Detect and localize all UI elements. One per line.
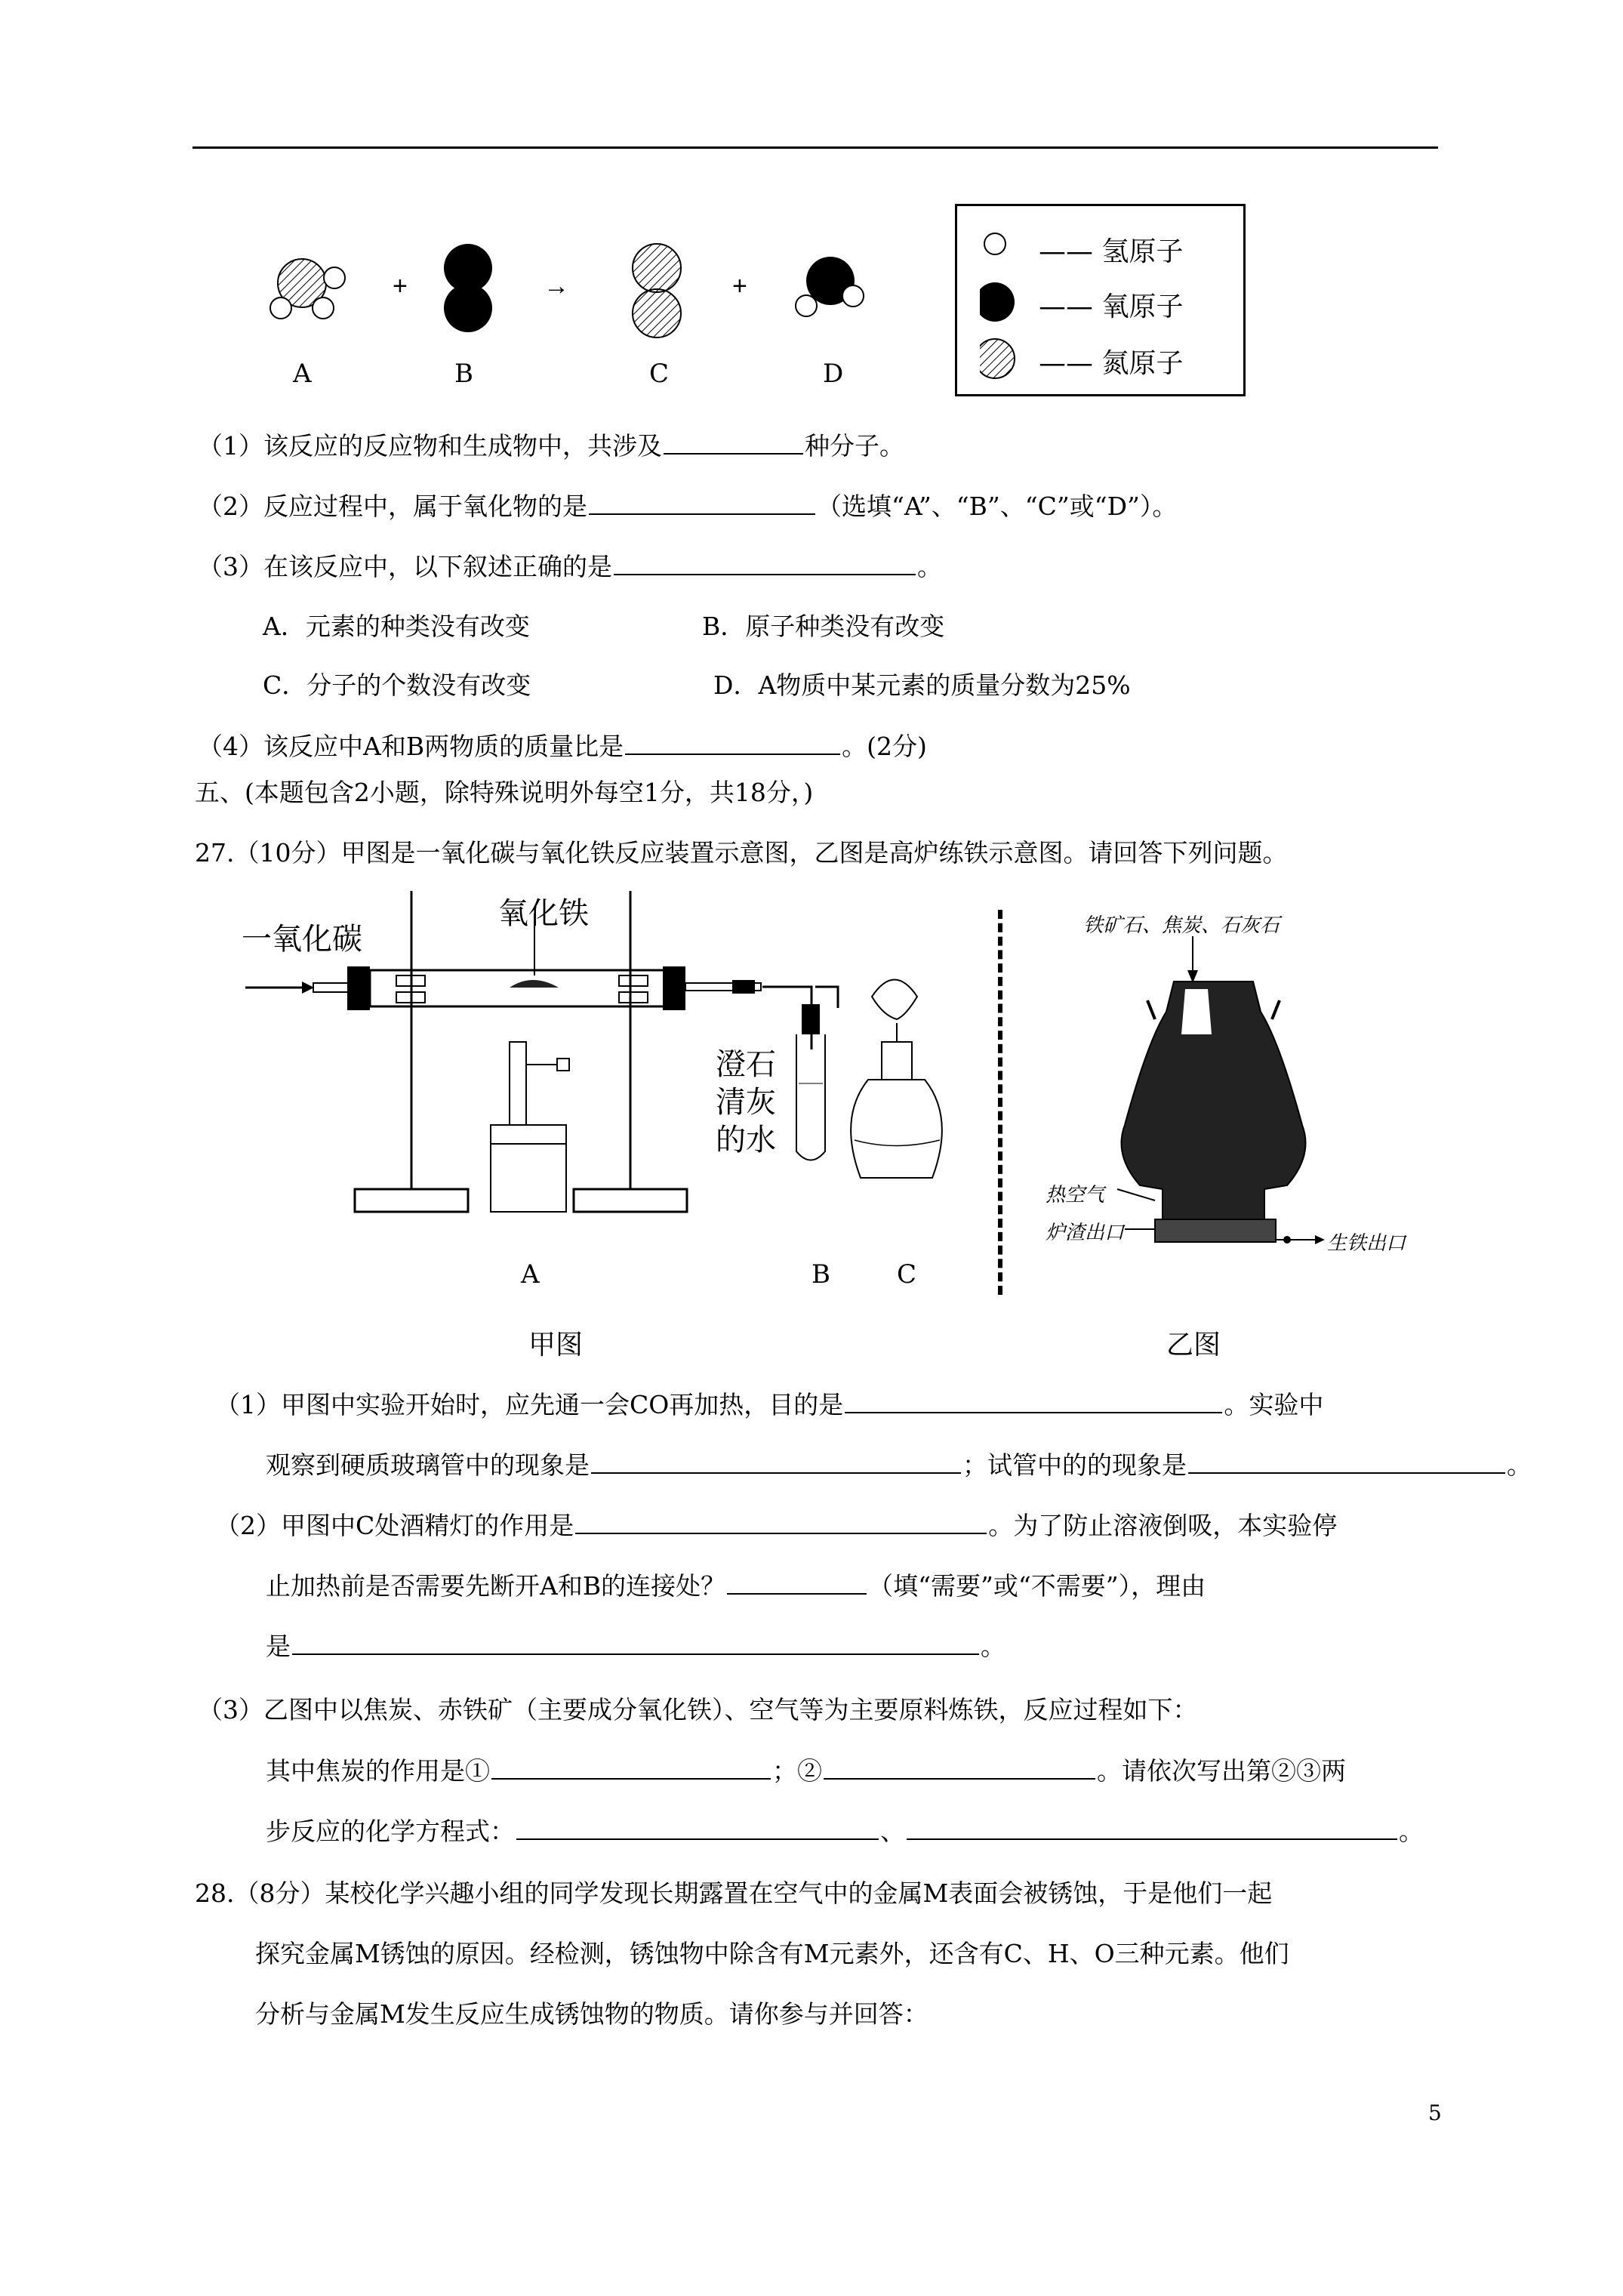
header-rule <box>192 146 1438 149</box>
q27-3c: 步反应的化学方程式： 、 。 <box>266 1817 1424 1846</box>
fe2o3-label: 氧化铁 <box>498 896 589 931</box>
molecule-label-b: B <box>454 359 473 389</box>
answer-blank[interactable] <box>625 731 840 755</box>
slag-outlet-label: 炉渣出口 <box>1046 1222 1125 1244</box>
molecule-label-d: D <box>823 359 844 389</box>
furnace-top-label: 铁矿石、焦炭、石灰石 <box>1083 914 1280 937</box>
legend-oxygen: —— 氧原子 <box>1039 291 1184 322</box>
q26-4: （4）该反应中A和B两物质的质量比是 。(2分) <box>198 732 927 761</box>
molecule-label-a: A <box>293 359 312 389</box>
q28-line3: 分析与金属M发生反应生成锈蚀物的物质。请你参与并回答： <box>255 1999 929 2029</box>
answer-blank[interactable] <box>614 551 916 575</box>
q27-1b: 观察到硬质玻璃管中的现象是 ；试管中的的现象是 。 <box>266 1450 1532 1480</box>
test-tube-b <box>796 1034 825 1160</box>
section-heading: 五、(本题包含2小题，除特殊说明外每空1分，共18分，) <box>195 778 814 807</box>
legend-nitrogen: —— 氮原子 <box>1039 348 1184 379</box>
arrow-icon: → <box>544 272 569 300</box>
page-number: 5 <box>1428 2100 1442 2125</box>
answer-blank[interactable] <box>845 1389 1222 1413</box>
co-label: 一氧化碳 <box>242 922 362 957</box>
molecule-d-icon <box>796 257 864 316</box>
limewater-label-1: 澄石 <box>716 1047 776 1082</box>
molecule-a-icon <box>270 259 345 319</box>
oxygen-atom-icon <box>980 282 1015 322</box>
atom-legend <box>955 204 1246 396</box>
q27-2a: （2）甲图中C处酒精灯的作用是 。为了防止溶液倒吸，本实验停 <box>215 1511 1338 1540</box>
q26-option-d: D．A物质中某元素的质量分数为25% <box>713 670 1131 700</box>
answer-blank[interactable] <box>589 491 815 515</box>
figure-divider <box>998 910 1002 1295</box>
hot-air-label: 热空气 <box>1046 1184 1105 1207</box>
answer-blank[interactable] <box>516 1816 879 1840</box>
answer-blank[interactable] <box>575 1510 987 1534</box>
q26-3: （3）在该反应中，以下叙述正确的是 。 <box>198 552 942 581</box>
q27-stem: 27.（10分）甲图是一氧化碳与氧化铁反应装置示意图，乙图是高炉练铁示意图。请回答下列问题。 <box>195 838 1288 868</box>
answer-blank[interactable] <box>824 1755 1095 1780</box>
fig-caption-jia: 甲图 <box>528 1330 584 1361</box>
q27-2c: 是 。 <box>266 1632 1006 1661</box>
iron-oxide-sample <box>510 980 559 988</box>
q28-line1: 28.（8分）某校化学兴趣小组的同学发现长期露置在空气中的金属M表面会被锈蚀，于是他们一起 <box>195 1878 1273 1908</box>
molecule-b-icon <box>444 244 492 332</box>
burner-icon <box>510 1042 526 1133</box>
fig-caption-yi: 乙图 <box>1166 1330 1221 1361</box>
furnace-body-icon <box>1122 982 1306 1223</box>
q27-3b: 其中焦炭的作用是① ；② 。请依次写出第②③两 <box>266 1756 1346 1786</box>
plus-sign: + <box>393 272 408 300</box>
legend-hydrogen: —— 氢原子 <box>1039 236 1184 267</box>
stopper <box>347 966 370 1010</box>
q28-line2: 探究金属M锈蚀的原因。经检测，锈蚀物中除含有M元素外，还含有C、H、O三种元素。他们 <box>255 1939 1289 1968</box>
plus-sign: + <box>732 272 747 300</box>
q26-2: （2）反应过程中，属于氧化物的是 （选填“A”、“B”、“C”或“D”）。 <box>198 492 1178 521</box>
apparatus-label-b: B <box>812 1259 830 1290</box>
answer-blank[interactable] <box>591 1450 961 1474</box>
q26-option-c: C．分子的个数没有改变 <box>263 670 531 700</box>
molecule-label-c: C <box>649 359 670 389</box>
alcohol-lamp-c <box>851 1080 942 1178</box>
q26-option-a: A．元素的种类没有改变 <box>263 612 530 641</box>
q27-1a: （1）甲图中实验开始时，应先通一会CO再加热，目的是 。实验中 <box>215 1390 1324 1419</box>
nitrogen-atom-icon <box>980 339 1015 378</box>
q26-option-b: B．原子种类没有改变 <box>702 612 945 641</box>
limewater-label-2: 清灰 <box>716 1085 776 1120</box>
q26-1: （1）该反应的反应物和生成物中，共涉及 种分子。 <box>198 431 904 461</box>
answer-blank[interactable] <box>1188 1450 1505 1474</box>
limewater-label-3: 的水 <box>716 1123 776 1157</box>
answer-blank[interactable] <box>907 1816 1397 1840</box>
molecule-c-icon <box>633 244 681 337</box>
pig-iron-outlet-label: 生铁出口 <box>1327 1232 1406 1255</box>
answer-blank[interactable] <box>491 1755 771 1780</box>
answer-blank[interactable] <box>727 1570 867 1595</box>
apparatus-label-c: C <box>897 1259 917 1290</box>
stopper <box>663 966 685 1010</box>
q27-2b: 止加热前是否需要先断开A和B的连接处？ （填“需要”或“不需要”），理由 <box>266 1571 1206 1601</box>
q27-3a: （3）乙图中以焦炭、赤铁矿（主要成分氧化铁）、空气等为主要原料炼铁，反应过程如下： <box>198 1695 1198 1724</box>
answer-blank[interactable] <box>664 430 803 455</box>
apparatus-label-a: A <box>521 1259 540 1290</box>
hydrogen-atom-icon <box>984 233 1006 254</box>
answer-blank[interactable] <box>292 1631 979 1655</box>
